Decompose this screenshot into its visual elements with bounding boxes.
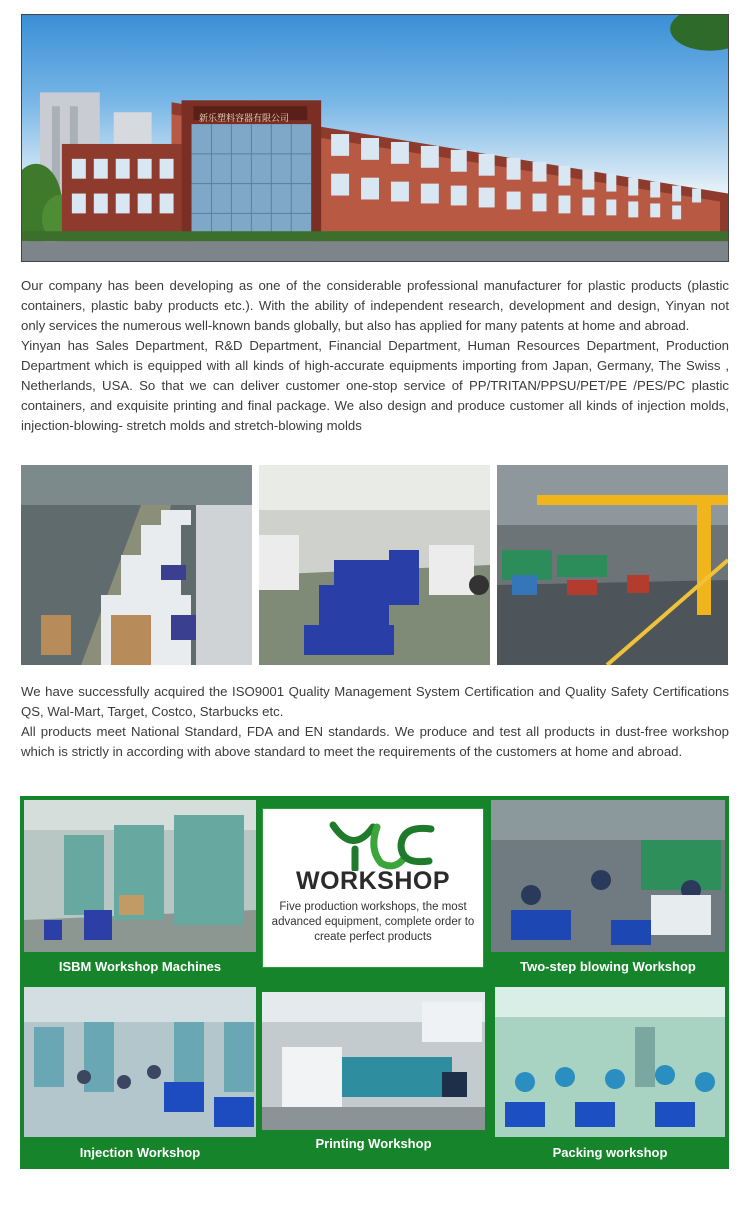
two-step-workshop-caption: Two-step blowing Workshop xyxy=(520,959,696,974)
packing-workshop-caption: Packing workshop xyxy=(552,1145,668,1160)
factory-photo-crane xyxy=(497,465,728,665)
workshop-cell-isbm xyxy=(20,796,260,981)
isbm-workshop-caption: ISBM Workshop Machines xyxy=(58,959,222,974)
intro-paragraph-2: Yinyan has Sales Department, R&D Department, Financial Department, Human Resources Department, Production Department which is equipped with all kinds of high-accurate equipments importing from Japan, Germany, The Swiss , Netherlands, USA. So that we can deliver customer one-stop service of PP/TRITAN/PPSU/PET/PE /PES/PC plastic containers, and exquisite printing and final package. We also design and produce customer all kinds of injection molds, injection-blowing- stretch molds and stretch-blowing molds xyxy=(21,338,729,433)
workshop-title: WORKSHOP xyxy=(296,867,450,895)
printing-workshop-photo xyxy=(262,992,485,1130)
yinyan-logo-icon xyxy=(325,819,437,871)
building-sign: 新乐塑料容器有限公司 xyxy=(199,114,290,124)
company-intro xyxy=(21,276,729,436)
printing-workshop-caption: Printing Workshop xyxy=(315,1136,432,1151)
packing-workshop-photo xyxy=(495,987,725,1137)
injection-workshop-caption: Injection Workshop xyxy=(79,1145,201,1160)
workshop-cell-printing xyxy=(258,988,489,1158)
workshop-description: Five production workshops, the most advanced equipment, complete order to create perfect products xyxy=(271,901,475,943)
factory-photo-machines xyxy=(21,465,252,665)
certification-text xyxy=(21,682,729,762)
two-step-workshop-photo xyxy=(491,800,725,952)
workshop-cell-two-step xyxy=(487,796,729,981)
injection-workshop-photo xyxy=(24,987,256,1137)
isbm-workshop-photo xyxy=(24,800,256,952)
factory-building-photo xyxy=(21,14,729,262)
certification-paragraph-2: All products meet National Standard, FDA and EN standards. We produce and test all products in dust-free workshop which is strictly in according with above standard to meet the requirements of the customers at home and abroad. xyxy=(21,724,729,759)
intro-paragraph-1: Our company has been developing as one of the considerable professional manufacturer for plastic products (plastic containers, plastic baby products etc.). With the ability of independent research, development and design, Yinyan not only services the numerous well-known bands globally, but also has applied for many patents at home and abroad. xyxy=(21,278,729,333)
workshop-cell-packing xyxy=(491,983,729,1169)
certification-paragraph-1: We have successfully acquired the ISO9001 Quality Management System Certification and Quality Safety Certifications QS, Wal-Mart, Target, Costco, Starbucks etc. xyxy=(21,684,729,719)
workshop-intro-box xyxy=(262,808,484,968)
workshop-cell-injection xyxy=(20,983,260,1169)
factory-photo-storage xyxy=(259,465,490,665)
